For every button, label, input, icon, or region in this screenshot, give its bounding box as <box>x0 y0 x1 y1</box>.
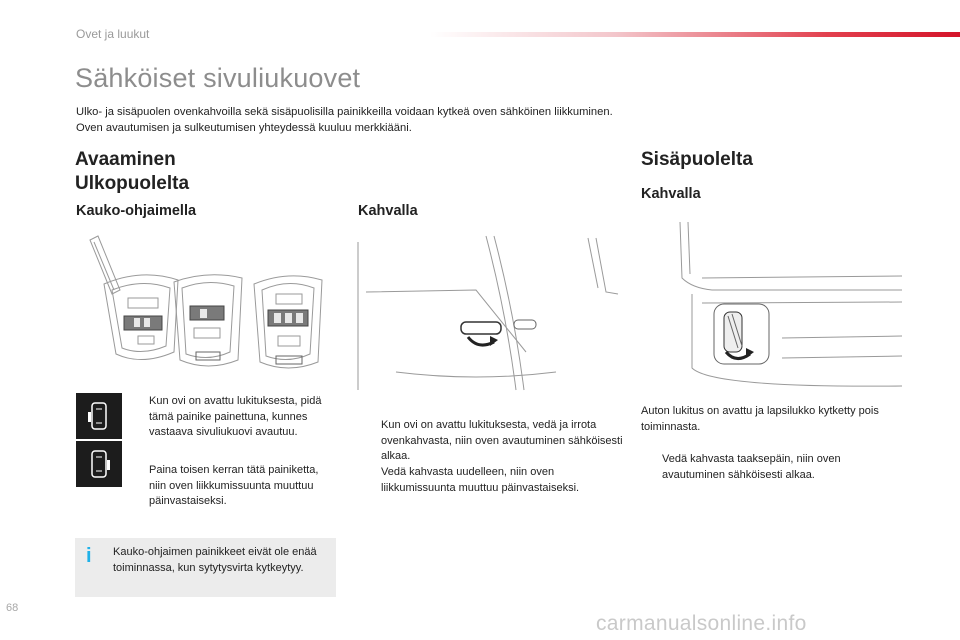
intro-line-1: Ulko- ja sisäpuolen ovenkahvoilla sekä sisäpuolisilla painikkeilla voidaan kytkeä oven sähköinen liikkuminen. <box>76 106 613 118</box>
outside-handle-illustration <box>356 232 620 392</box>
bullet-marker <box>364 465 381 496</box>
page-title: Sähköiset sivuliukuovet <box>75 63 361 93</box>
inside-handle-illustration <box>652 218 904 394</box>
page-number: 68 <box>6 602 19 614</box>
outside-handle-heading: Kahvalla <box>358 203 418 219</box>
remote-bullet-1 <box>132 394 332 441</box>
sliding-door-left-icon <box>76 393 122 439</box>
inside-handle-bullet-1 <box>645 452 895 483</box>
bullet-marker <box>132 463 149 510</box>
bullet-marker <box>364 418 381 465</box>
bullet-marker <box>132 394 149 441</box>
inside-handle-bullet-1-text: Vedä kahvasta taaksepäin, niin oven avautuminen sähköisesti alkaa. <box>662 453 841 481</box>
opening-heading-1: Avaaminen <box>75 149 176 170</box>
note-text: Kauko-ohjaimen painikkeet eivät ole enää toiminnassa, kun sytytysvirta kytkeytyy. <box>113 546 317 574</box>
inside-heading: Sisäpuolelta <box>641 149 753 170</box>
outside-handle-bullet-2 <box>364 465 626 496</box>
outside-handle-bullet-2-text: Vedä kahvasta uudelleen, niin oven liikkumissuunta muuttuu päinvastaiseksi. <box>381 466 580 494</box>
info-icon: i <box>86 545 92 567</box>
section-label: Ovet ja luukut <box>76 27 150 41</box>
opening-heading-2: Ulkopuolelta <box>75 173 190 194</box>
remote-bullet-2-text: Paina toisen kerran tätä painiketta, niin oven liikkumissuunta muuttuu päinvastaiseksi. <box>149 464 319 507</box>
inside-handle-heading: Kahvalla <box>641 186 701 202</box>
intro-text <box>76 104 776 136</box>
header-accent-bar <box>430 32 960 37</box>
opening-heading <box>75 148 189 196</box>
outside-handle-bullet-1-text: Kun ovi on avattu lukituksesta, vedä ja irrota ovenkahvasta, niin oven avautuminen sähköisesti alkaa. <box>381 419 623 462</box>
remote-bullet-2 <box>132 463 332 510</box>
inside-handle-text: Auton lukitus on avattu ja lapsilukko kytketty pois toiminnasta. <box>641 405 879 433</box>
remote-heading: Kauko-ohjaimella <box>76 203 197 219</box>
remote-bullet-1-text: Kun ovi on avattu lukituksesta, pidä tämä painike painettuna, kunnes vastaava sivuliukuovi avautuu. <box>149 395 322 438</box>
watermark: carmanualsonline.info <box>596 612 807 635</box>
bullet-marker <box>645 452 662 483</box>
intro-line-2: Oven avautumisen ja sulkeutumisen yhteydessä kuuluu merkkiääni. <box>76 122 412 134</box>
sliding-door-right-icon <box>76 441 122 487</box>
outside-handle-bullet-1 <box>364 418 626 465</box>
remote-keys-illustration <box>82 232 332 382</box>
